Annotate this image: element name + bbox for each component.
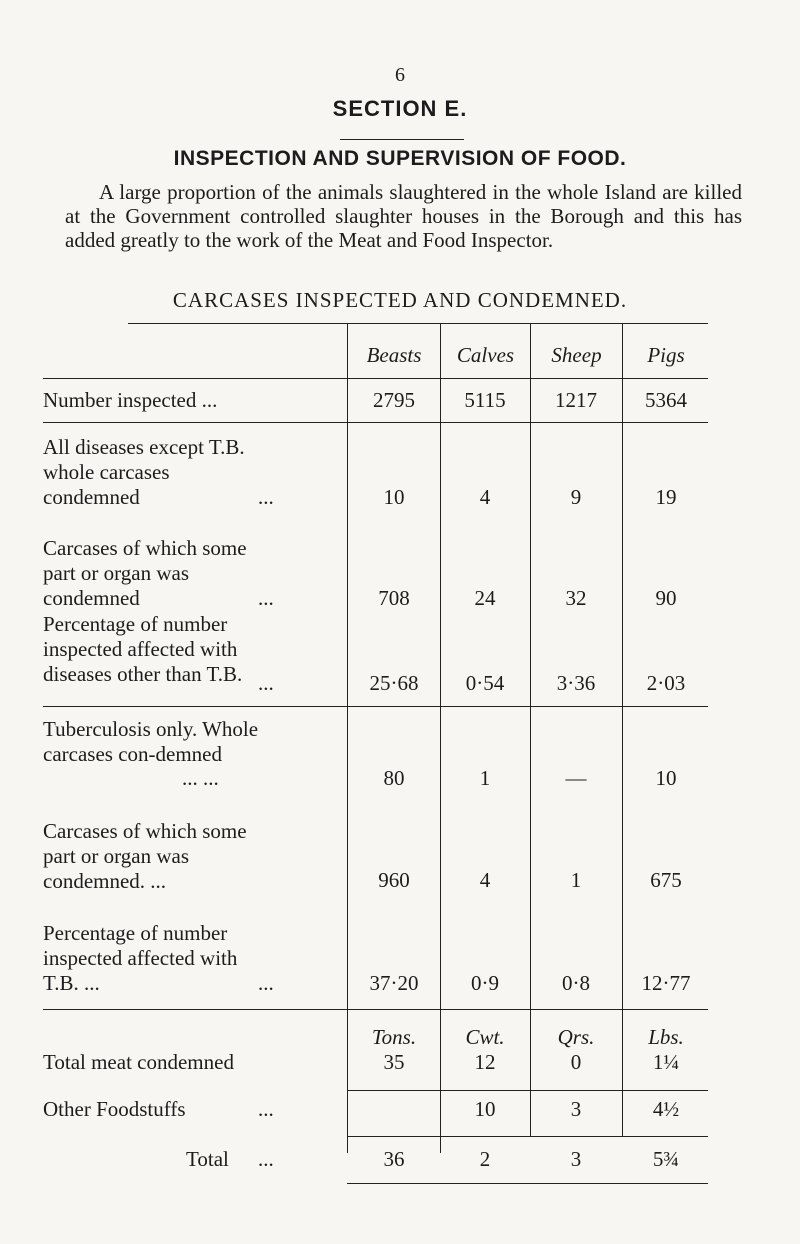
row-label xyxy=(43,717,268,767)
row-label-text: Percentage of number inspected affected with diseases other than T.B. xyxy=(43,612,243,686)
table-bottom-rule xyxy=(347,1136,708,1137)
row-dots: ... xyxy=(258,586,274,610)
table-cell: 35 xyxy=(383,1050,405,1074)
row-dots: ... xyxy=(258,671,274,695)
table-cell: 1217 xyxy=(555,388,597,412)
row-label-text: Carcases of which some part or organ was condemned xyxy=(43,536,247,610)
unit-tons: Tons. xyxy=(371,1025,417,1049)
page-number: 6 xyxy=(395,64,405,86)
table-cell: 3 xyxy=(570,1147,582,1171)
table-cell: 2795 xyxy=(373,388,415,412)
column-header-pigs: Pigs xyxy=(647,343,685,367)
table-cell: 37·20 xyxy=(369,971,419,995)
table-cell: 2 xyxy=(479,1147,491,1171)
row-label xyxy=(43,435,268,510)
table-cell: 675 xyxy=(650,868,682,892)
table-cell: 708 xyxy=(378,586,410,610)
table-cell: 3·36 xyxy=(556,671,596,695)
table-top-rule xyxy=(128,323,708,324)
table-cell: 3 xyxy=(570,1097,582,1121)
row-dots: ... xyxy=(258,971,274,995)
table-cell: 9 xyxy=(570,485,582,509)
table-cell: 12 xyxy=(474,1050,496,1074)
table-cell: 0·8 xyxy=(562,971,590,995)
column-rule xyxy=(622,323,623,1136)
table-cell: 4½ xyxy=(652,1097,680,1121)
total-row-label: Other Foodstuffs xyxy=(43,1097,186,1121)
section-rule xyxy=(43,706,708,707)
table-cell: 0·9 xyxy=(471,971,499,995)
table-cell: 960 xyxy=(378,868,410,892)
total-row-label: Total meat condemned xyxy=(43,1050,234,1074)
column-rule xyxy=(530,323,531,1136)
table-caption: CARCASES INSPECTED AND CONDEMNED. xyxy=(172,288,628,312)
row-dots: ... ... xyxy=(182,766,219,790)
table-cell: 36 xyxy=(383,1147,405,1171)
table-cell: 4 xyxy=(479,868,491,892)
row-label-text: All diseases except T.B. whole carcases condemned xyxy=(43,435,245,509)
row-dots: ... xyxy=(258,1097,274,1121)
table-cell: 4 xyxy=(479,485,491,509)
grand-total-label: Total xyxy=(186,1147,229,1171)
table-cell: 90 xyxy=(655,586,677,610)
table-cell: 0 xyxy=(570,1050,582,1074)
table-cell: 80 xyxy=(383,766,405,790)
table-cell: 5¾ xyxy=(652,1147,680,1171)
row-label: Number inspected ... xyxy=(43,388,218,412)
table-cell: 1 xyxy=(479,766,491,790)
row-dots: ... xyxy=(258,485,274,509)
unit-lbs: Lbs. xyxy=(648,1025,684,1049)
page-heading: INSPECTION AND SUPERVISION OF FOOD. xyxy=(173,147,627,170)
table-cell: 2·03 xyxy=(646,671,686,695)
section-title: SECTION E. xyxy=(332,96,468,121)
total-rule xyxy=(347,1090,708,1091)
row-label-text: Carcases of which some part or organ was condemned. ... xyxy=(43,819,247,893)
row-label xyxy=(43,819,283,894)
table-cell: 1 xyxy=(570,868,582,892)
row-label xyxy=(43,536,268,611)
column-header-beasts: Beasts xyxy=(366,343,422,367)
column-header-sheep: Sheep xyxy=(551,343,602,367)
table-cell: 5364 xyxy=(645,388,687,412)
row-dots: ... xyxy=(258,1147,274,1171)
title-rule xyxy=(340,139,464,140)
table-cell: 12·77 xyxy=(641,971,691,995)
header-rule xyxy=(43,378,708,379)
row-label-text: Percentage of number inspected affected with T.B. ... xyxy=(43,921,238,995)
table-cell: 0·54 xyxy=(465,671,505,695)
unit-cwt: Cwt. xyxy=(465,1025,505,1049)
table-cell: 32 xyxy=(565,586,587,610)
table-cell: 1¼ xyxy=(652,1050,680,1074)
table-cell: 25·68 xyxy=(369,671,419,695)
unit-qrs: Qrs. xyxy=(557,1025,595,1049)
table-cell: 10 xyxy=(655,766,677,790)
row-label xyxy=(43,921,268,996)
row-label-text: Tuberculosis only. Whole carcases con-demned xyxy=(43,717,259,766)
table-cell: 24 xyxy=(474,586,496,610)
intro-paragraph: A large proportion of the animals slaughtered in the whole Island are killed at the Government controlled slaughter houses in the Borough and this has added greatly to the work of the Meat and Food Inspector. xyxy=(65,180,742,252)
final-rule xyxy=(347,1183,708,1184)
row-rule xyxy=(43,422,708,423)
row-label xyxy=(43,612,268,687)
table-cell: — xyxy=(565,766,587,790)
table-cell: 10 xyxy=(383,485,405,509)
column-header-calves: Calves xyxy=(456,343,515,367)
section-rule xyxy=(43,1009,708,1010)
table-cell: 19 xyxy=(655,485,677,509)
table-cell: 10 xyxy=(474,1097,496,1121)
table-cell: 5115 xyxy=(464,388,506,412)
